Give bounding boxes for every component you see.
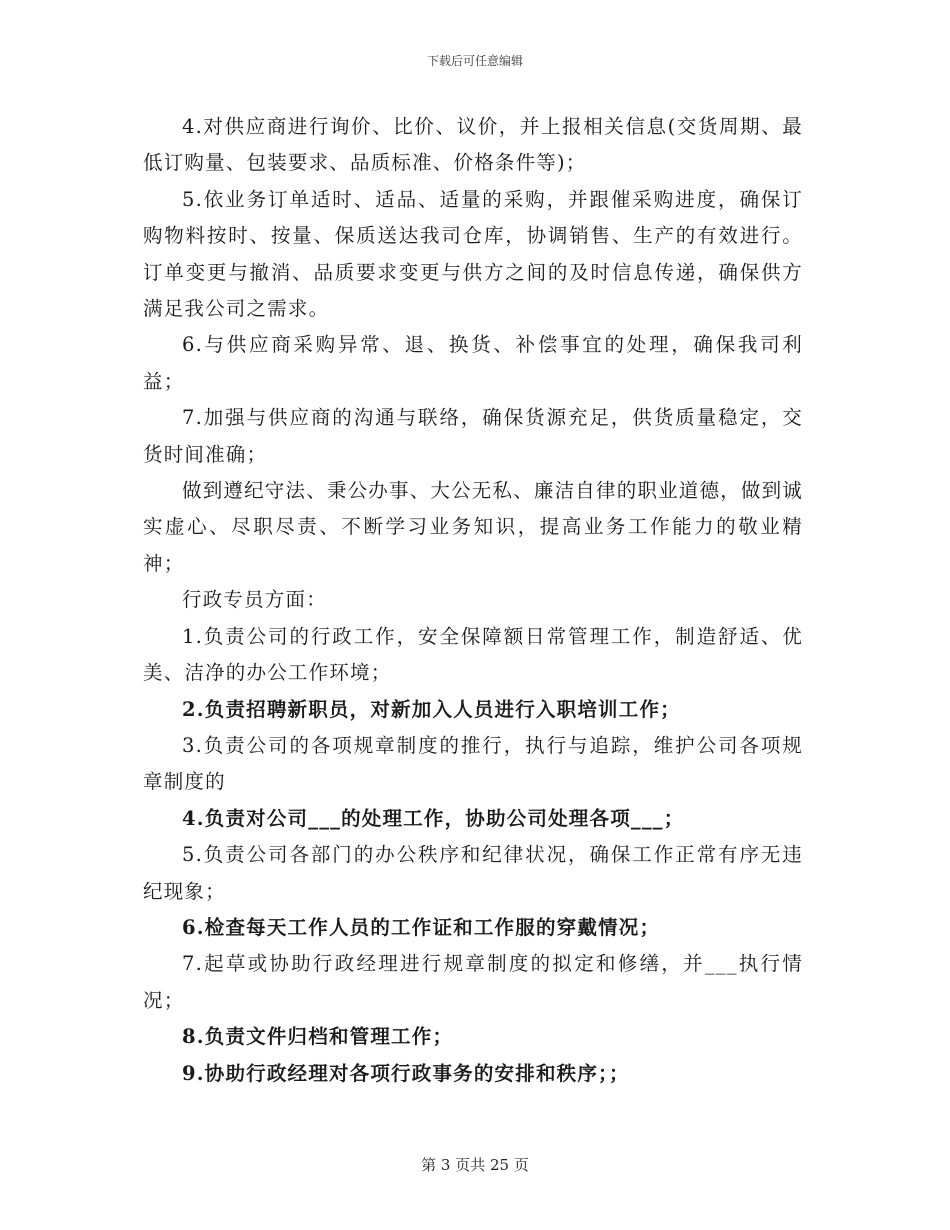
paragraph-1: 4.对供应商进行询价、比价、议价，并上报相关信息(交货周期、最低订购量、包装要求、品质标准、价格条件等)；	[143, 115, 803, 175]
paragraph-13: 7.起草或协助行政经理进行规章制度的拟定和修缮，并___执行情况；	[143, 952, 803, 1012]
paragraph-15: 9.协助行政经理对各项行政事务的安排和秩序；；	[182, 1061, 630, 1085]
paragraph-8: 2.负责招聘新职员，对新加入人员进行入职培训工作；	[182, 697, 681, 721]
paragraph-14: 8.负责文件归档和管理工作；	[182, 1025, 454, 1049]
paragraph-7: 1.负责公司的行政工作，安全保障额日常管理工作，制造舒适、优美、洁净的办公工作环境；	[143, 624, 803, 685]
document-body	[143, 109, 803, 1092]
paragraph-11: 5.负责公司各部门的办公秩序和纪律状况，确保工作正常有序无违纪现象；	[143, 843, 803, 903]
paragraph-10: 4.负责对公司___的处理工作，协助公司处理各项___；	[182, 806, 685, 830]
page-header: 下载后可任意编辑	[426, 54, 523, 68]
paragraph-3: 6.与供应商采购异常、退、换货、补偿事宜的处理，确保我司利益；	[143, 333, 803, 393]
paragraph-5: 做到遵纪守法、秉公办事、大公无私、廉洁自律的职业道德，做到诚实虚心、尽职尽责、不断学习业务知识，提高业务工作能力的敬业精神；	[143, 479, 804, 575]
paragraph-12: 6.检查每天工作人员的工作证和工作服的穿戴情况；	[182, 915, 661, 939]
paragraph-4: 7.加强与供应商的沟通与联络，确保货源充足，供货质量稳定，交货时间准确；	[143, 406, 803, 466]
section-heading: 行政专员方面：	[182, 588, 327, 612]
paragraph-2: 5.依业务订单适时、适品、适量的采购，并跟催采购进度，确保订购物料按时、按量、保质送达我司仓库，协调销售、生产的有效进行。订单变更与撤消、品质要求变更与供方之间的及时信息传递，确保供方满足我公司之需求。	[143, 187, 803, 321]
paragraph-9: 3.负责公司的各项规章制度的推行，执行与追踪，维护公司各项规章制度的	[143, 733, 803, 794]
page-number: 第 3 页共 25 页	[421, 1156, 529, 1174]
